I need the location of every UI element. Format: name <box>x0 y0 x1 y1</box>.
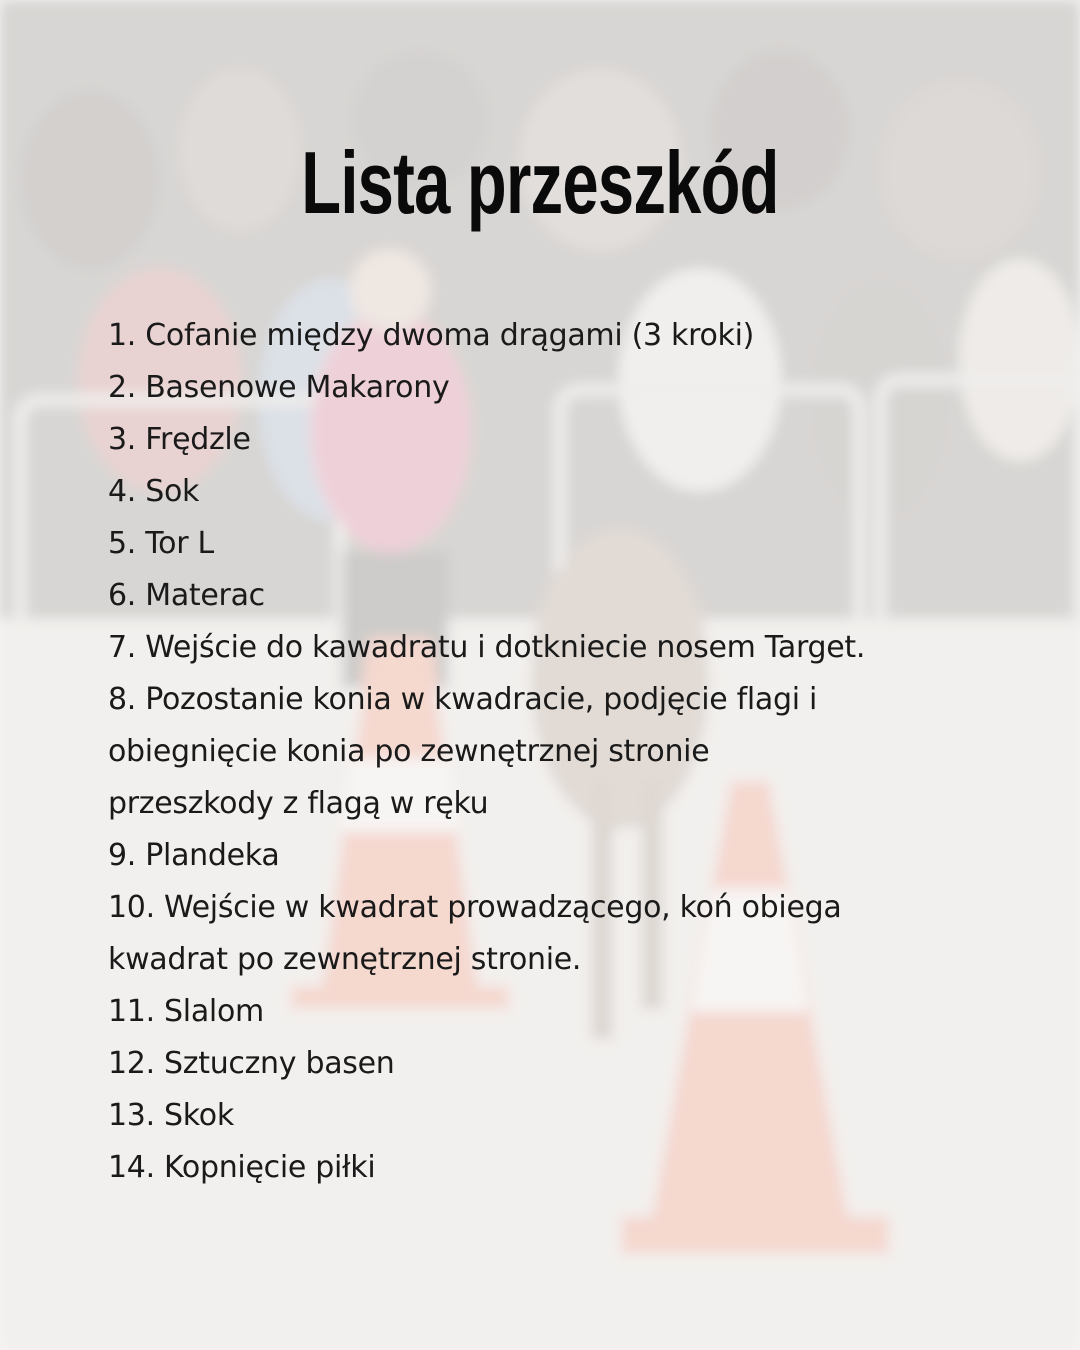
list-item: 13. Skok <box>108 1098 234 1133</box>
list-item: 4. Sok <box>108 474 200 509</box>
list-item: kwadrat po zewnętrznej stronie. <box>108 942 582 977</box>
list-item: 14. Kopnięcie piłki <box>108 1150 376 1185</box>
obstacle-list <box>108 310 988 1194</box>
page-title: Lista przeszkód <box>301 133 779 232</box>
list-item: 9. Plandeka <box>108 838 280 873</box>
list-item: 11. Slalom <box>108 994 264 1029</box>
list-item: 7. Wejście do kawadratu i dotkniecie nosem Target. <box>108 630 866 665</box>
list-item: 12. Sztuczny basen <box>108 1046 395 1081</box>
list-item: 6. Materac <box>108 578 265 613</box>
list-item: obiegnięcie konia po zewnętrznej stronie <box>108 734 710 769</box>
list-item: 1. Cofanie między dwoma drągami (3 kroki) <box>108 318 755 353</box>
list-item: 3. Frędzle <box>108 422 251 457</box>
list-item: 5. Tor L <box>108 526 214 561</box>
list-item: 8. Pozostanie konia w kwadracie, podjęcie flagi i <box>108 682 818 717</box>
list-item: przeszkody z flagą w ręku <box>108 786 489 821</box>
list-item: 10. Wejście w kwadrat prowadzącego, koń obiega <box>108 890 842 925</box>
list-item: 2. Basenowe Makarony <box>108 370 450 405</box>
